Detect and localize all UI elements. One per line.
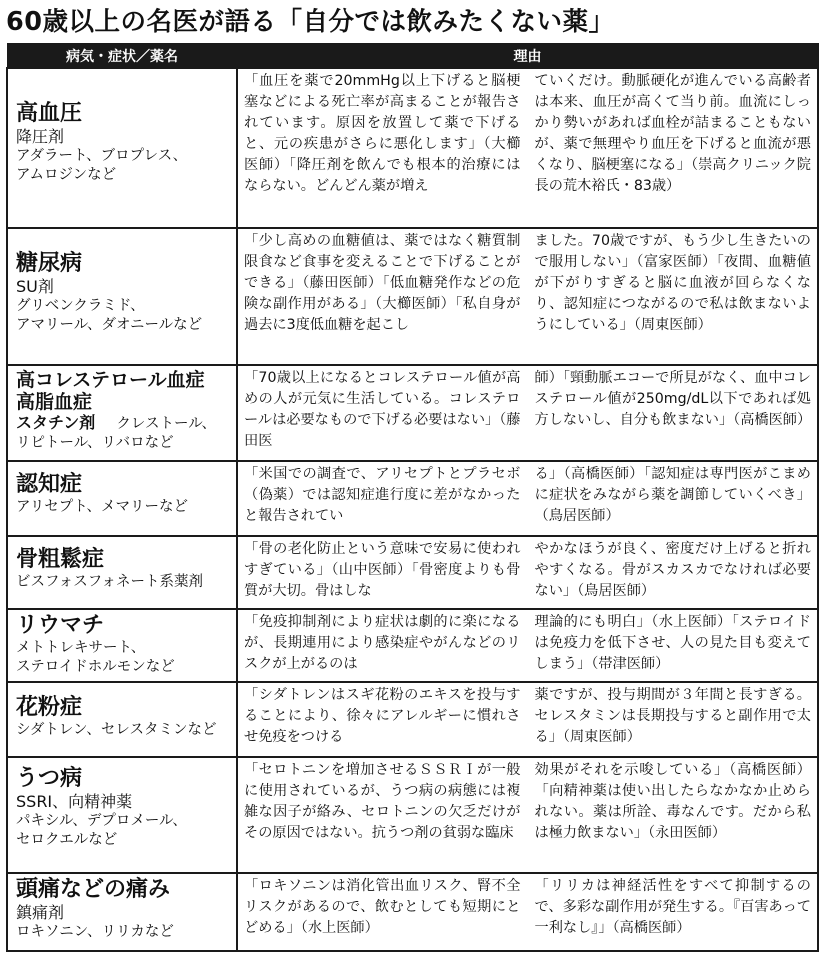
drug-names-line: クレストール、 xyxy=(116,416,217,432)
table-row xyxy=(7,228,818,365)
reason-text-left: 「骨の老化防止という意味で安易に使われすぎている」（山中医師）「骨密度よりも骨質が大切。骨はしな xyxy=(244,541,521,599)
drug-names-line: アマリール、ダオニールなど xyxy=(16,317,203,333)
reason-cell xyxy=(237,873,818,951)
drug-names-line: アリセプト、メマリーなど xyxy=(16,499,188,515)
condition-name-secondary: 高脂血症 xyxy=(16,391,93,413)
reason-cell xyxy=(237,68,818,228)
reason-cell xyxy=(237,757,818,873)
drug-names-line: シダトレン、セレスタミンなど xyxy=(16,722,217,738)
drug-cell xyxy=(7,461,237,536)
reason-cell xyxy=(237,461,818,536)
condition-name: 糖尿病 xyxy=(16,251,83,276)
reason-text-left: 「シダトレンはスギ花粉のエキスを投与することにより、徐々にアレルギーに慣れさせ免疫をつける xyxy=(244,687,521,745)
table-row xyxy=(7,536,818,609)
reason-text-left: 「ロキソニンは消化管出血リスク、腎不全リスクがあるので、飲むとしても短期にとどめる」（水上医師） xyxy=(244,878,521,936)
reason-text-right: 理論的にも明白」（水上医師）「ステロイドは免疫力を低下させ、人の見た目も変えてしまう」（帯津医師） xyxy=(534,614,811,672)
drug-names-line: ビスフォスフォネート系薬剤 xyxy=(16,574,204,590)
drug-cell xyxy=(7,682,237,757)
reason-text-right: ていくだけ。動脈硬化が進んでいる高齢者は本来、血圧が高くて当り前。血流にしっかり勢いがあれば血栓が詰まることもないが、薬で無理やり血圧を下げると血流が悪くなり、脳梗塞になる」（崇高クリニック院長の荒木裕氏・83歳） xyxy=(534,73,811,194)
reason-text-right: やかなほうが良く、密度だけ上げると折れやすくなる。骨がスカスカでなければ必要ない」（鳥居医師） xyxy=(534,541,811,599)
table-row xyxy=(7,68,818,228)
page-title: 60歳以上の名医が語る「自分では飲みたくない薬」 xyxy=(6,7,615,37)
drug-cell xyxy=(7,228,237,365)
table-row xyxy=(7,757,818,873)
drug-names-line: アダラート、ブロプレス、 xyxy=(16,148,188,164)
drug-cell xyxy=(7,365,237,461)
table-row xyxy=(7,365,818,461)
drug-names-line: セロクエルなど xyxy=(16,832,118,848)
reason-text-right: 薬ですが、投与期間が３年間と長すぎる。セレスタミンは長期投与すると副作用で太る」（周東医師） xyxy=(534,687,811,745)
drug-names-line: グリベンクラミド、 xyxy=(16,298,145,314)
reason-text-right: ました。70歳ですが、もう少し生きたいので服用しない」（富家医師）「夜間、血糖値が下がりすぎると脳に血液が回らなくなり、認知症につながるので私は飲まないようにしている」（周東医師） xyxy=(534,233,811,333)
reason-text-left: 「免疫抑制剤により症状は劇的に楽になるが、長期連用により感染症やがんなどのリスクが上がるのは xyxy=(244,614,521,672)
condition-name: 認知症 xyxy=(16,472,83,497)
reason-text-right: 効果がそれを示唆している」（高橋医師）「向精神薬は使い出したらなかなか止められない。薬は所詮、毒なんです。だから私は極力飲まない」（永田医師） xyxy=(534,762,811,841)
table-header-row xyxy=(7,44,818,69)
reason-text-right: る」（高橋医師）「認知症は専門医がこまめに症状をみながら薬を調節していくべき」（鳥居医師） xyxy=(534,466,811,524)
condition-name: 花粉症 xyxy=(16,695,83,720)
reason-text-left: 「少し高めの血糖値は、薬ではなく糖質制限食など食事を変えることで下げることができる」（藤田医師）「低血糖発作などの危険な副作用がある」（大櫛医師）「私自身が過去に3度低血糖を起こし xyxy=(244,233,521,333)
drug-category: スタチン剤 xyxy=(16,413,96,432)
drug-cell xyxy=(7,536,237,609)
condition-name: リウマチ xyxy=(16,613,105,638)
reason-cell xyxy=(237,536,818,609)
drug-category: 降圧剤 xyxy=(16,127,65,146)
reason-cell xyxy=(237,609,818,682)
reason-text-left: 「セロトニンを増加させるＳＳＲＩが一般に使用されているが、うつ病の病態には複雑な因子が絡み、セロトニンの欠乏だけがその原因ではない。抗うつ剤の貧弱な臨床 xyxy=(244,762,521,841)
reason-cell xyxy=(237,682,818,757)
condition-name: うつ病 xyxy=(16,766,83,791)
reason-text-right: 師）「頸動脈エコーで所見がなく、血中コレステロール値が250mg/dL以下であれば処方しないし、自分も飲まない」（高橋医師） xyxy=(534,370,811,428)
table-row xyxy=(7,873,818,951)
reason-text-left: 「70歳以上になるとコレステロール値が高めの人が元気に生活している。コレステロールは必要なもので下げる必要はない」（藤田医 xyxy=(244,370,521,449)
condition-name: 高血圧 xyxy=(16,101,83,126)
drug-category: SSRI、向精神薬 xyxy=(16,792,133,811)
drug-cell xyxy=(7,609,237,682)
drug-names-line: ロキソニン、リリカなど xyxy=(16,924,174,940)
drug-names-line: パキシル、デプロメール、 xyxy=(16,813,187,829)
reason-text-left: 「血圧を薬で20mmHg以上下げると脳梗塞などによる死亡率が高まることが報告されています。原因を放置して薬で下げると、元の疾患がさらに悪化します」（大櫛医師）「降圧剤を飲んでも根本的治療にはならない。どんどん薬が増え xyxy=(244,73,521,194)
drug-names-line: リピトール、リバロなど xyxy=(16,435,174,451)
reason-cell xyxy=(237,365,818,461)
drug-names-line: メトトレキサート、 xyxy=(16,640,146,656)
drug-cell xyxy=(7,68,237,228)
condition-name: 骨粗鬆症 xyxy=(16,547,105,572)
medicine-table xyxy=(6,43,819,952)
reason-text-left: 「米国での調査で、アリセプトとプラセボ（偽薬）では認知症進行度に差がなかったと報告されてい xyxy=(244,466,521,524)
table-row xyxy=(7,461,818,536)
header-disease-drug: 病気・症状／薬名 xyxy=(7,44,237,69)
reason-cell xyxy=(237,228,818,365)
drug-category: 鎮痛剤 xyxy=(16,903,65,922)
reason-text-right: 「リリカは神経活性をすべて抑制するので、多彩な副作用が発生する。『百害あって一利なし』」（高橋医師） xyxy=(534,878,811,936)
drug-cell xyxy=(7,757,237,873)
condition-name: 高コレステロール血症 xyxy=(16,369,205,391)
header-reason: 理由 xyxy=(237,44,818,69)
drug-category: SU剤 xyxy=(16,277,54,296)
drug-cell xyxy=(7,873,237,951)
drug-names-line: ステロイドホルモンなど xyxy=(16,659,175,675)
table-row xyxy=(7,609,818,682)
condition-name: 頭痛などの痛み xyxy=(16,877,171,902)
drug-names-line: アムロジンなど xyxy=(16,167,117,183)
table-row xyxy=(7,682,818,757)
